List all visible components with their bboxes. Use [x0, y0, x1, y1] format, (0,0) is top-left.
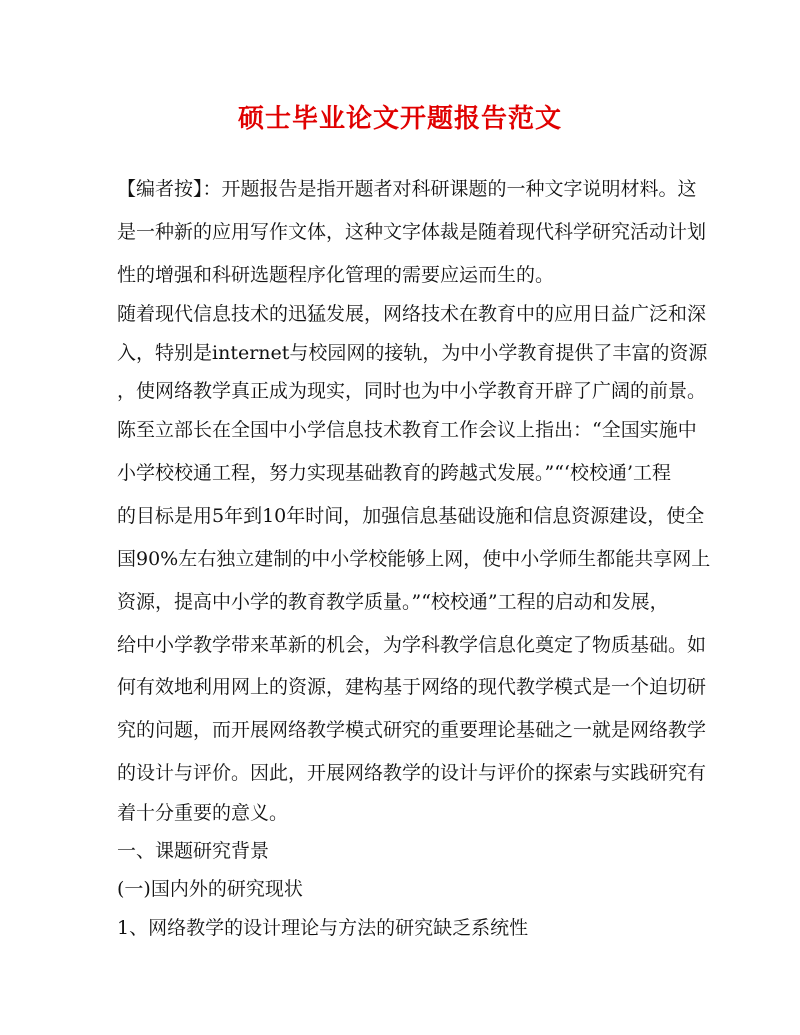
body-line: 小学校校通工程，努力实现基础教育的跨越式发展。”“‘校校通’工程 — [117, 462, 672, 484]
body-line: ，使网络教学真正成为现实，同时也为中小学教育开辟了广阔的前景。 — [117, 380, 707, 402]
body-line: 入，特别是internet与校园网的接轨，为中小学教育提供了丰富的资源 — [117, 342, 708, 364]
body-line: 陈至立部长在全国中小学信息技术教育工作会议上指出：“全国实施中 — [117, 419, 697, 441]
subsubsection-heading: 1、网络教学的设计理论与方法的研究缺乏系统性 — [117, 917, 529, 939]
body-line: 随着现代信息技术的迅猛发展，网络技术在教育中的应用日益广泛和深 — [117, 303, 707, 325]
body-line: 国90%左右独立建制的中小学校能够上网，使中小学师生都能共享网上 — [117, 548, 711, 570]
body-line: 【编者按】：开题报告是指开题者对科研课题的一种文字说明材料。这 — [117, 178, 697, 200]
body-line: 的设计与评价。因此，开展网络教学的设计与评价的探索与实践研究有 — [117, 762, 707, 784]
body-line: 究的问题，而开展网络教学模式研究的重要理论基础之一就是网络教学 — [117, 719, 707, 741]
section-heading: 一、课题研究背景 — [117, 840, 270, 862]
document-title: 硕士毕业论文开题报告范文 — [237, 104, 562, 134]
body-line: 的目标是用5年到10年时间，加强信息基础设施和信息资源建设，使全 — [117, 505, 705, 527]
body-line: 给中小学教学带来革新的机会，为学科教学信息化奠定了物质基础。如 — [117, 634, 707, 656]
body-line: 资源，提高中小学的教育教学质量。”“校校通”工程的启动和发展， — [117, 591, 669, 613]
subsection-heading: (一)国内外的研究现状 — [117, 878, 303, 900]
body-line: 是一种新的应用写作文体，这种文字体裁是随着现代科学研究活动计划 — [117, 221, 707, 243]
body-line: 着十分重要的意义。 — [117, 802, 289, 824]
body-line: 性的增强和科研选题程序化管理的需要应运而生的。 — [117, 264, 555, 286]
body-line: 何有效地利用网上的资源，建构基于网络的现代教学模式是一个迫切研 — [117, 676, 707, 698]
